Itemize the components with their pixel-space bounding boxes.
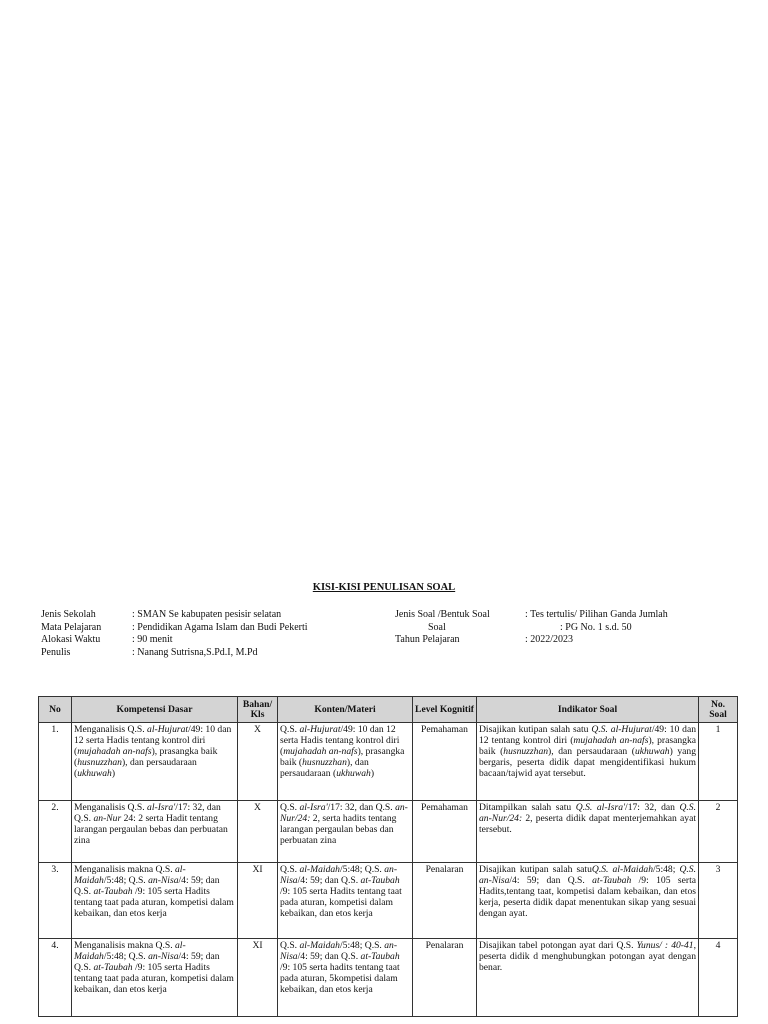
text-run: at-Taubah [360, 951, 400, 962]
text-run: /5:48; [653, 864, 680, 875]
header-konten-materi: Konten/Materi [278, 697, 413, 723]
materi-cell [278, 939, 413, 1017]
text-run: Menganalisis makna Q.S. [74, 940, 175, 951]
kelas-cell: X [238, 801, 278, 863]
no-soal-cell: 2 [699, 801, 738, 863]
row-number: 4. [39, 939, 72, 1017]
text-run: al-Isra' [299, 802, 328, 813]
text-run: ) [370, 768, 375, 779]
text-run: ukhuwah [634, 746, 670, 757]
text-run: 2, peserta didik dapat menterjemahkan ayat tersebut. [479, 813, 696, 835]
text-run: mujahadah an-nafs [573, 735, 649, 746]
meta-value: : 90 menit [132, 634, 173, 646]
text-run: Menganalisis Q.S. [74, 802, 148, 813]
text-run: ukhuwah [336, 768, 371, 779]
text-run: /4: 59; dan Q.S. [74, 951, 220, 973]
table-body [39, 723, 738, 1017]
text-run: Yunus/ : 40-41 [636, 940, 694, 951]
text-run: Disajikan kutipan salah satu [479, 724, 592, 735]
text-run: /4: 59; dan Q.S. [297, 951, 361, 962]
text-run: /5:48; Q.S. [103, 951, 149, 962]
text-run: Q.S. [280, 864, 300, 875]
text-run: an-Nur [93, 813, 122, 824]
meta-value: : Nanang Sutrisna,S.Pd.I, M.Pd [132, 647, 258, 659]
meta-row-subject [41, 622, 371, 635]
header-no-soal: No. Soal [699, 697, 738, 723]
text-run: an-Nisa [280, 864, 398, 886]
indikator-cell [477, 801, 699, 863]
meta-row-time [41, 634, 371, 647]
meta-label: Jenis Sekolah [41, 609, 96, 620]
text-run: an-Nisa [148, 951, 179, 962]
text-run: /9: 105 serta Hadits tentang taat pada aturan, kompetisi dalam kebaikan, dan etos kerja [280, 886, 402, 919]
text-run: /49: 10 dan 12 serta Hadis tentang kontrol diri ( [280, 724, 400, 757]
text-run: Q.S. al-Isra' [575, 802, 626, 813]
text-run: al-Hujurat [147, 724, 189, 735]
text-run: Ditampilkan salah satu [479, 802, 576, 813]
materi-cell [278, 723, 413, 801]
text-run: an-Nisa [280, 940, 398, 962]
text-run: Disajikan kutipan salah satu [479, 864, 592, 875]
meta-row-year [395, 634, 725, 647]
text-run: Q.S. [280, 802, 300, 813]
text-run: at-Taubah [360, 875, 400, 886]
text-run: 24: 2 serta Hadit tentang larangan pergaulan bebas dan perbuatan zina [74, 813, 228, 846]
meta-value: : Tes tertulis/ Pilihan Ganda Jumlah [525, 609, 668, 620]
meta-value: : Pendidikan Agama Islam dan Budi Pekerti [132, 621, 308, 633]
text-run: at-Taubah [93, 962, 133, 973]
kompetensi-dasar-cell [72, 801, 238, 863]
text-run: an-Nur/24: [280, 802, 408, 824]
text-run: /4: 59; dan Q.S. [297, 875, 361, 886]
text-run: Q.S. [280, 724, 300, 735]
text-run: Q.S. al-Hujurat [591, 724, 652, 735]
text-run: al-Maidah [299, 940, 340, 951]
kompetensi-dasar-cell [72, 863, 238, 939]
text-run: 2, serta hadits tentang larangan pergaulan bebas dan perbuatan zina [280, 813, 397, 846]
no-soal-cell: 1 [699, 723, 738, 801]
text-run: /9: 105 serta Hadits,tentang taat, kompetisi dalam kebaikan, dan etos kerja, peserta didik dapat menentukan sikap yang sesuai dengan ayat. [479, 875, 696, 919]
meta-label: Penulis [41, 647, 71, 659]
text-run: /49: 10 dan 12 tentang kontrol diri ( [479, 724, 696, 746]
text-run: /9: 105 serta hadits tentang taat pada aturan, 5kompetisi dalam kebaikan, dan etos kerja [280, 962, 400, 995]
meta-label: Mata Pelajaran [41, 621, 102, 633]
meta-row-school [41, 609, 371, 622]
text-run: ) yang bergaris, peserta didik dapat mengidentifikasi hukum bacaan/tajwid ayat tersebut. [479, 746, 696, 779]
text-run: husnuzzhan [503, 746, 549, 757]
header-level-kognitif: Level Kognitif [413, 697, 477, 723]
meta-value: : PG No. 1 s.d. 50 [560, 621, 632, 633]
document-title: KISI-KISI PENULISAN SOAL [312, 582, 456, 593]
table-row [39, 801, 738, 863]
kompetensi-dasar-cell [72, 723, 238, 801]
no-soal-cell: 4 [699, 939, 738, 1017]
text-run: Q.S. [280, 940, 300, 951]
table-header-row [39, 697, 738, 723]
text-run: al-Maidah [74, 940, 186, 962]
text-run: Q.S. an-Nur/24: [479, 802, 697, 824]
text-run: al-Maidah [299, 864, 340, 875]
meta-value: : SMAN Se kabupaten pesisir selatan [132, 609, 282, 620]
text-run: Menganalisis Q.S. [74, 724, 148, 735]
text-run: /4: 59; dan Q.S. [74, 875, 220, 897]
kelas-cell: XI [238, 939, 278, 1017]
row-number: 3. [39, 863, 72, 939]
indikator-cell [477, 723, 699, 801]
text-run: husnuzzhan [302, 757, 347, 768]
text-run: mujahadah an-nafs [77, 746, 152, 757]
kelas-cell: X [238, 723, 278, 801]
meta-row-question-count [395, 622, 725, 635]
meta-row-author [41, 647, 371, 660]
text-run: ), prasangka baik ( [479, 735, 697, 757]
level-kognitif-cell: Pemahaman [413, 723, 477, 801]
header-kompetensi-dasar: Kompetensi Dasar [72, 697, 238, 723]
materi-cell [278, 801, 413, 863]
meta-label: Soal [428, 621, 446, 633]
text-run: Disajikan tabel potongan ayat dari Q.S. [479, 940, 637, 951]
text-run: ukhuwah [77, 768, 112, 779]
text-run: al-Isra' [147, 802, 176, 813]
text-run: Q.S. al-Maidah [591, 864, 653, 875]
kisi-kisi-table [38, 696, 738, 1017]
text-run: husnuzzhan [77, 757, 122, 768]
indikator-cell [477, 939, 699, 1017]
header-no: No [39, 697, 72, 723]
header-bahan-kelas: Bahan/ Kls [238, 697, 278, 723]
meta-label: Jenis Soal /Bentuk Soal [395, 609, 490, 620]
level-kognitif-cell: Pemahaman [413, 801, 477, 863]
text-run: /17: 32, dan [625, 802, 680, 813]
text-run: /5:48; Q.S. [339, 940, 385, 951]
text-run: Menganalisis makna Q.S. [74, 864, 175, 875]
text-run: /49: 10 dan 12 serta Hadis tentang kontrol diri ( [74, 724, 232, 757]
meta-label: Alokasi Waktu [41, 634, 101, 646]
table-row [39, 723, 738, 801]
text-run: ), dan persaudaraan ( [280, 757, 369, 779]
text-run: at-Taubah [592, 875, 632, 886]
header-indikator-soal: Indikator Soal [477, 697, 699, 723]
row-number: 1. [39, 723, 72, 801]
text-run: /9: 105 serta Hadits tentang taat pada aturan, kompetisi dalam kebaikan, dan etos kerja [74, 886, 234, 919]
materi-cell [278, 863, 413, 939]
text-run: ), prasangka baik ( [280, 746, 405, 768]
text-run: ) [111, 768, 116, 779]
text-run: an-Nisa [148, 875, 179, 886]
meta-row-question-type [395, 609, 725, 622]
identity-right [395, 609, 725, 647]
text-run: ), prasangka baik ( [74, 746, 218, 768]
text-run: al-Hujurat [299, 724, 341, 735]
kelas-cell: XI [238, 863, 278, 939]
text-run: /5:48; Q.S. [103, 875, 149, 886]
table-row [39, 939, 738, 1017]
text-run: , peserta didik d menghubungkan potongan ayat dengan benar. [479, 940, 696, 973]
text-run: /17: 32, dan Q.S. [74, 802, 221, 824]
meta-value: : 2022/2023 [525, 634, 574, 646]
text-run: /9: 105 serta Hadits tentang taat pada aturan, kompetisi dalam kebaikan, dan etos kerja [74, 962, 234, 995]
text-run: mujahadah an-nafs [283, 746, 358, 757]
level-kognitif-cell: Penalaran [413, 939, 477, 1017]
table-row [39, 863, 738, 939]
text-run: at-Taubah [93, 886, 133, 897]
text-run: al-Maidah [74, 864, 186, 886]
level-kognitif-cell: Penalaran [413, 863, 477, 939]
text-run: ), dan persaudaraan ( [74, 757, 197, 779]
no-soal-cell: 3 [699, 863, 738, 939]
kompetensi-dasar-cell [72, 939, 238, 1017]
indikator-cell [477, 863, 699, 939]
identity-left [41, 609, 371, 660]
row-number: 2. [39, 801, 72, 863]
text-run: /4: 59; dan Q.S. [509, 875, 593, 886]
text-run: /5:48; Q.S. [339, 864, 385, 875]
text-run: Q.S. an-Nisa [479, 864, 696, 886]
text-run: ), dan persaudaraan ( [548, 746, 635, 757]
meta-label: Tahun Pelajaran [395, 634, 460, 646]
text-run: /17: 32, dan Q.S. [327, 802, 396, 813]
